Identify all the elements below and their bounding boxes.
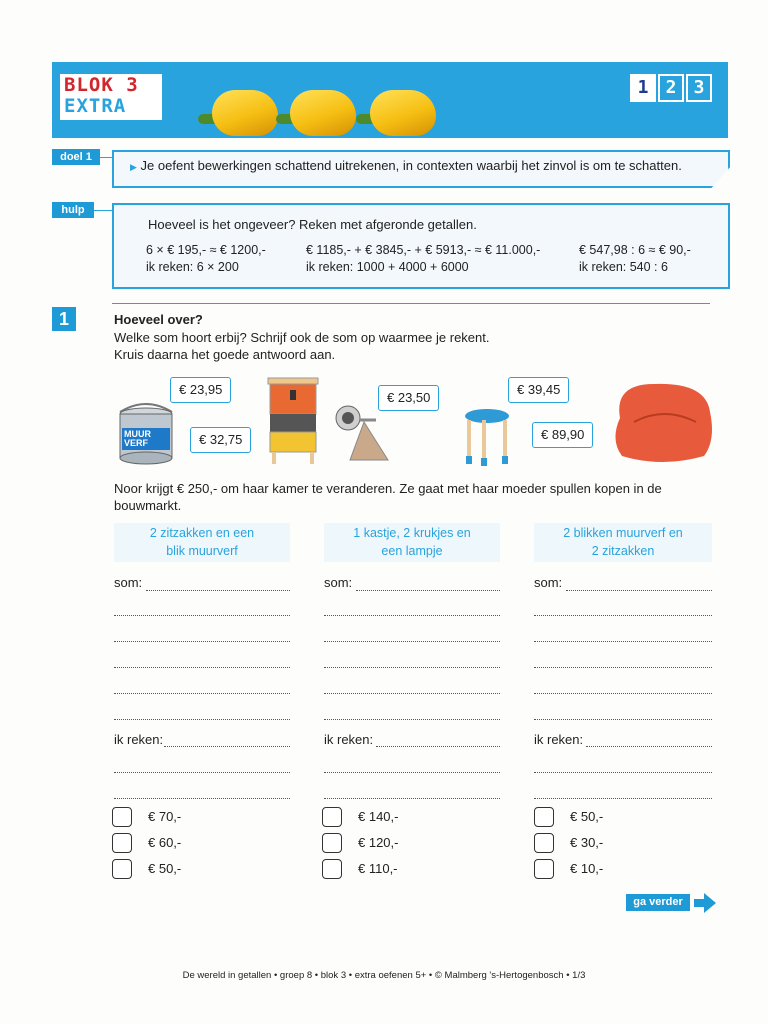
answer-line[interactable]: [114, 641, 290, 642]
answer-line[interactable]: [324, 798, 500, 799]
column-2-heading: 1 kastje, 2 krukjes en een lampje: [324, 523, 500, 562]
instruction-2: Kruis daarna het goede antwoord aan.: [114, 347, 336, 362]
hulp-example-3-calc: ik reken: 540 : 6: [579, 260, 668, 274]
answer-option: € 50,-: [148, 861, 182, 876]
answer-option: € 60,-: [148, 835, 182, 850]
answer-checkbox[interactable]: [112, 859, 132, 879]
answer-line[interactable]: [114, 772, 290, 773]
answer-line[interactable]: [534, 667, 712, 668]
ik-reken-label: ik reken:: [324, 732, 374, 747]
answer-checkbox[interactable]: [534, 833, 554, 853]
logo-line-2: EXTRA: [64, 95, 127, 117]
price-tag: € 39,45: [508, 377, 569, 403]
price-tag: € 32,75: [190, 427, 251, 453]
answer-line[interactable]: [114, 667, 290, 668]
answer-option: € 120,-: [358, 835, 399, 850]
answer-checkbox[interactable]: [534, 807, 554, 827]
answer-line[interactable]: [164, 746, 290, 747]
arrow-right-icon: [692, 892, 718, 914]
hulp-example-2-calc: ik reken: 1000 + 4000 + 6000: [306, 260, 469, 274]
stool-image: [462, 408, 512, 466]
answer-option: € 140,-: [358, 809, 399, 824]
answer-checkbox[interactable]: [112, 833, 132, 853]
cabinet-image: [266, 376, 320, 466]
answer-line[interactable]: [146, 590, 290, 591]
answer-option: € 110,-: [358, 861, 398, 876]
answer-line[interactable]: [534, 798, 712, 799]
answer-line[interactable]: [114, 719, 290, 720]
hulp-example-1-calc: ik reken: 6 × 200: [146, 260, 239, 274]
answer-line[interactable]: [324, 693, 500, 694]
answer-option: € 50,-: [570, 809, 604, 824]
triangle-bullet-icon: ▶: [130, 162, 137, 172]
doel-tag: doel 1: [52, 149, 100, 165]
level-2-indicator: 2: [658, 74, 684, 102]
answer-checkbox[interactable]: [322, 833, 342, 853]
price-tag: € 89,90: [532, 422, 593, 448]
column-1-heading: 2 zitzakken en een blik muurverf: [114, 523, 290, 562]
hulp-example-1-sum: 6 × € 195,- ≈ € 1200,-: [146, 243, 266, 257]
answer-line[interactable]: [376, 746, 500, 747]
paint-can-label: MUUR VERF: [124, 429, 151, 448]
answer-line[interactable]: [114, 693, 290, 694]
answer-option: € 70,-: [148, 809, 182, 824]
hulp-example-2-sum: € 1185,- + € 3845,- + € 5913,- ≈ € 11.000,-: [306, 243, 541, 257]
answer-line[interactable]: [324, 772, 500, 773]
som-label: som:: [534, 575, 563, 590]
answer-option: € 30,-: [570, 835, 604, 850]
instruction-1: Welke som hoort erbij? Schrijf ook de som op waarmee je rekent.: [114, 330, 490, 345]
answer-line[interactable]: [566, 590, 712, 591]
blok-logo: [60, 74, 162, 120]
level-1-indicator: 1: [630, 74, 656, 102]
answer-line[interactable]: [534, 719, 712, 720]
answer-line[interactable]: [534, 772, 712, 773]
ik-reken-label: ik reken:: [534, 732, 584, 747]
exercise-title: Hoeveel over?: [114, 312, 203, 327]
story-line-2: bouwmarkt.: [114, 498, 182, 513]
answer-line[interactable]: [356, 590, 500, 591]
beanbag-image: [608, 378, 718, 466]
logo-line-1: BLOK 3: [64, 74, 139, 96]
som-label: som:: [114, 575, 143, 590]
answer-line[interactable]: [324, 667, 500, 668]
answer-line[interactable]: [324, 719, 500, 720]
page-footer: De wereld in getallen • groep 8 • blok 3 • extra oefenen 5+ • © Malmberg 's-Hertogenbosch • 1/3: [182, 970, 586, 981]
level-3-indicator: 3: [686, 74, 712, 102]
answer-line[interactable]: [324, 615, 500, 616]
answer-line[interactable]: [324, 641, 500, 642]
answer-line[interactable]: [114, 798, 290, 799]
answer-line[interactable]: [114, 615, 290, 616]
doel-connector: [100, 157, 112, 158]
price-tag: € 23,95: [170, 377, 231, 403]
answer-option: € 10,-: [570, 861, 604, 876]
ga-verder-button[interactable]: ga verder: [626, 894, 690, 911]
answer-checkbox[interactable]: [112, 807, 132, 827]
hulp-example-3-sum: € 547,98 : 6 ≈ € 90,-: [579, 243, 691, 257]
hulp-intro: Hoeveel is het ongeveer? Reken met afgeronde getallen.: [148, 217, 477, 232]
answer-checkbox[interactable]: [322, 859, 342, 879]
price-tag: € 23,50: [378, 385, 439, 411]
exercise-number: 1: [52, 307, 76, 331]
story-line-1: Noor krijgt € 250,- om haar kamer te veranderen. Ze gaat met haar moeder spullen kopen in de: [114, 481, 662, 496]
ik-reken-label: ik reken:: [114, 732, 164, 747]
answer-line[interactable]: [534, 641, 712, 642]
answer-checkbox[interactable]: [534, 859, 554, 879]
hulp-tag: hulp: [52, 202, 94, 218]
answer-line[interactable]: [586, 746, 712, 747]
column-3-heading: 2 blikken muurverf en 2 zitzakken: [534, 523, 712, 562]
som-label: som:: [324, 575, 353, 590]
answer-line[interactable]: [534, 693, 712, 694]
answer-checkbox[interactable]: [322, 807, 342, 827]
section-divider: [112, 303, 710, 304]
answer-line[interactable]: [534, 615, 712, 616]
doel-text: ▶ Je oefent bewerkingen schattend uitrekenen, in contexten waarbij het zinvol is om te schatten.: [130, 158, 682, 173]
hulp-connector: [94, 210, 112, 211]
